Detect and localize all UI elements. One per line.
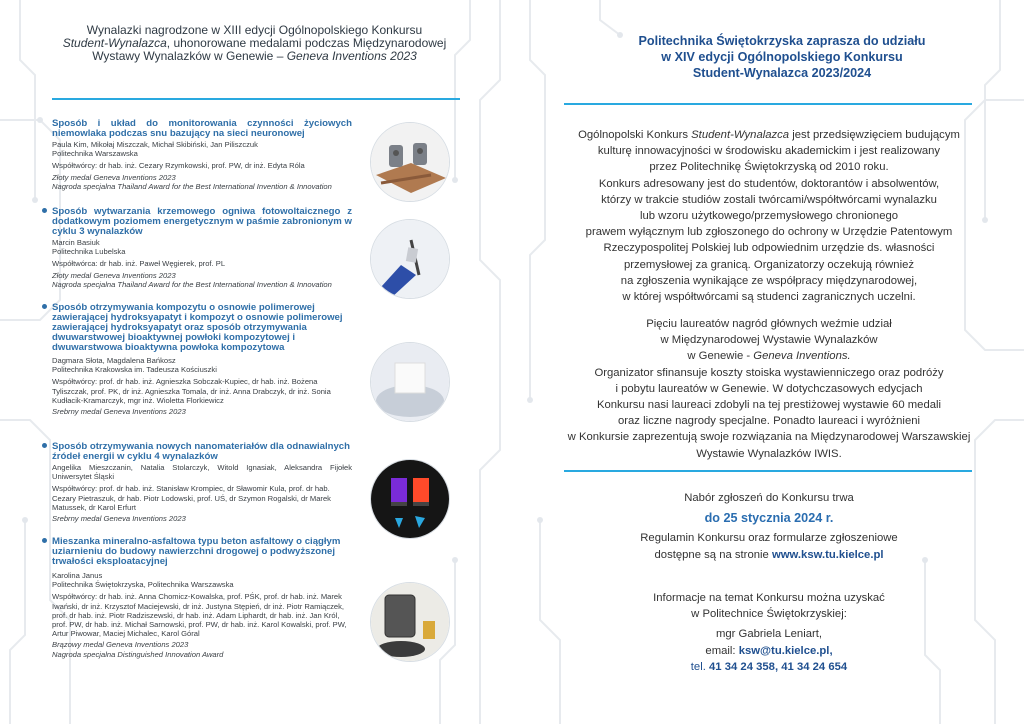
text-line: na zgłoszenia wynikające ze współpracy międzynarodowej, <box>620 274 918 287</box>
entry-title: Sposób i układ do monitorowania czynności życiowych niemowlaka podczas snu bazujący na sieci neuronowej <box>52 118 352 139</box>
bullet-icon <box>42 208 47 213</box>
geneva-paragraph <box>554 316 984 462</box>
text-line: Organizator sfinansuje koszty stoiska wystawienniczego oraz podróży <box>594 366 944 379</box>
entry-institution: Politechnika Krakowska im. Tadeusza Kościuszki <box>52 365 217 375</box>
email-link[interactable]: ksw@tu.kielce.pl, <box>738 644 833 657</box>
entry-award: Złoty medal Geneva Inventions 2023 <box>52 270 176 280</box>
intro-line-2: , uhonorowane medalami podczas Międzynarodowej <box>166 36 447 50</box>
entry-institution: Politechnika Lubelska <box>52 247 126 257</box>
bullet-icon <box>42 304 47 309</box>
text-line: w Konkursie zaprezentują swoje rozwiązania na Międzynarodowej Warszawskiej <box>567 431 971 444</box>
deadline-date: do 25 stycznia 2024 r. <box>704 511 834 526</box>
text-line: lub wzoru użytkowego/przemysłowego chronionego <box>639 210 899 223</box>
intro-line-2-italic: Student-Wynalazca <box>62 36 167 50</box>
text-italic: Student-Wynalazca <box>691 129 790 141</box>
photo-asphalt-mix <box>370 582 450 662</box>
entry-authors: Karolina Janus <box>52 571 103 580</box>
entry-cocreators: Współtwórcy: dr hab. inż. Cezary Rzymkowski, prof. PW, dr inż. Edyta Róla <box>52 161 305 171</box>
regulamin-text: dostępne są na stronie <box>654 548 772 561</box>
text-line: oraz liczne nagrody specjalne. Ponadto laureaci i wyróżnieni <box>617 415 921 428</box>
divider <box>52 98 460 100</box>
photo-solar-cell <box>370 219 450 299</box>
text-line: prawem wyłącznym lub zgłoszonego do ochrony w Urzędzie Patentowym <box>585 226 953 239</box>
invention-entry <box>52 119 352 191</box>
invention-entry <box>52 207 352 289</box>
text-italic: Geneva Inventions. <box>753 350 851 363</box>
entry-award: Nagroda specjalna Distinguished Innovation Award <box>52 649 224 659</box>
text-line: przemysłowej za granicą. Organizatorzy oczekują również <box>623 258 915 271</box>
entry-authors: Angelika Mieszczanin, Natalia Stolarczyk, Witold Ignasiak, Aleksandra Fijołek Uniwersytet Śląski <box>52 463 352 482</box>
contact-section <box>554 590 984 675</box>
divider <box>564 470 972 472</box>
bullet-icon <box>42 538 47 543</box>
phone-numbers: 41 34 24 358, 41 34 24 654 <box>709 660 848 673</box>
entry-title <box>52 303 352 353</box>
entry-title-text: Sposób otrzymywania kompozytu o osnowie polimerowej zawierającej hydroksyapatyt i kompozyt o osnowie polimerowej zawierającej hydroksyapatyt oraz sposób otrzymywania dwuwarstwowej bioaktywnej powłoki kompozytowej i dwuwarstwowa bioaktywna powłoka kompozytowa <box>52 302 343 353</box>
tel-label: tel. <box>690 660 709 673</box>
email-label: email: <box>705 644 739 657</box>
title-line: w XIV edycji Ogólnopolskiego Konkursu <box>661 50 903 64</box>
regulamin-text: Regulamin Konkursu oraz formularze zgłoszeniowe <box>640 532 898 545</box>
photo-composite-coating <box>370 342 450 422</box>
text-line: i pobytu laureatów w Genewie. W dotychczasowych edycjach <box>615 382 923 395</box>
entry-award: Brązowy medal Geneva Inventions 2023 <box>52 640 189 650</box>
invention-entry <box>52 303 352 416</box>
text-line: Rzeczypospolitej Polskiej lub odpowiednim urzędzie ds. własności <box>603 242 935 255</box>
right-title <box>612 33 952 81</box>
about-paragraph <box>554 127 984 305</box>
entry-title <box>52 207 352 237</box>
entry-award: Nagroda specjalna Thailand Award for the Best International Invention & Innovation <box>52 181 332 191</box>
photo-nanomaterials <box>370 459 450 539</box>
invention-entry <box>52 442 352 523</box>
text: Ogólnopolski Konkurs <box>578 129 692 141</box>
text: jest przedsięwzięciem budującym <box>789 129 960 141</box>
text-line: Wystawie Wynalazków IWIS. <box>696 447 842 460</box>
entry-cocreators: Współtwórca: dr hab. inż. Paweł Węgierek, prof. PL <box>52 259 226 269</box>
website-link[interactable]: www.ksw.tu.kielce.pl <box>771 548 884 561</box>
entry-title <box>52 442 352 462</box>
deadline-section <box>554 490 984 563</box>
text-line: kulturę innowacyjności w środowisku akademickim i jest realizowany <box>597 145 941 158</box>
bullet-icon <box>42 443 47 448</box>
intro-line-3: Wystawy Wynalazków w Genewie – <box>92 49 287 63</box>
intro-text <box>52 24 457 63</box>
entry-title-text: Sposób wytwarzania krzemowego ogniwa fotowoltaicznego z dodatkowym poziomem energetycznym w paśmie zabronionym w cyklu 3 wynalazków <box>52 206 352 237</box>
entry-title-text: Mieszanka mineralno-asfaltowa typu beton asfaltowy o ciągłym uziarnieniu do budowy nawierzchni drogowej o podwyższonej trwałości eksploatacyjnej <box>52 536 341 567</box>
text-line: Konkursu nasi laureaci zdobyli na tej prestiżowej wystawie 60 medali <box>596 399 942 412</box>
intro-line-3-italic: Geneva Inventions 2023 <box>286 49 417 63</box>
contact-name: mgr Gabriela Leniart, <box>715 628 823 641</box>
entry-cocreators: Współtwórcy: prof. dr hab. inż. Agnieszka Sobczak-Kupiec, dr hab. inż. Bożena Tyliszczak, prof. PK, dr inż. Agnieszka Tomala, dr inż. Anna Drabczyk, dr inż. Sonia Kudłacik-Kramarczyk, mgr inż. Wioletta Florkiewicz <box>52 377 331 405</box>
text-line: Pięciu laureatów nagród głównych weźmie udział <box>646 318 892 330</box>
invention-entry <box>52 537 352 659</box>
title-line: Student-Wynalazca 2023/2024 <box>692 66 872 80</box>
entry-award: Złoty medal Geneva Inventions 2023 <box>52 172 176 182</box>
entry-cocreators: Współtwórcy: dr hab. inż. Anna Chomicz-Kowalska, prof. PŚK, prof. dr hab. inż. Marek Iwański, dr inż. Krzysztof Maciejewski, dr inż. Justyna Stępień, dr inż. Piotr Ramiączek, prof. dr hab. inż. Piotr Radziszewski, dr hab. inż. Adam Liphardt, dr hab. inż. Jan Król, prof. PW, dr hab. inż. Michał Sarnowski, prof. PW, dr hab. inż. Karol Kowalski, prof. PW, Artur Piwowar, Maciej Michalec, Karol Góral <box>52 592 347 639</box>
nabor-text: Nabór zgłoszeń do Konkursu trwa <box>684 492 854 504</box>
entry-cocreators: Współtwórcy: prof. dr hab. inż. Stanisław Krompiec, dr Sławomir Kula, prof. dr hab. Cezary Pietraszuk, dr hab. Piotr Lodowski, prof. UŚ, dr Szymon Rogalski, dr Marek Matussek, dr Karol Erfurt <box>52 484 331 512</box>
entry-award: Srebrny medal Geneva Inventions 2023 <box>52 514 186 524</box>
text-line: przez Politechnikę Świętokrzyską od 2010 roku. <box>649 161 889 174</box>
entry-award: Srebrny medal Geneva Inventions 2023 <box>52 407 186 417</box>
entry-title <box>52 537 352 567</box>
entry-institution: Politechnika Świętokrzyska, Politechnika Warszawska <box>52 580 234 590</box>
text: w Genewie - <box>687 350 754 363</box>
text-line: w której współtwórcami są studenci zagranicznych uczelni. <box>622 291 916 304</box>
info-text: w Politechnice Świętokrzyskiej: <box>691 608 847 621</box>
text-line: Konkurs adresowany jest do studentów, doktorantów i absolwentów, <box>598 177 940 190</box>
entry-authors: Marcin Basiuk <box>52 238 100 247</box>
entry-authors: Dagmara Słota, Magdalena Bańkosz <box>52 356 176 365</box>
divider <box>564 103 972 105</box>
right-panel <box>512 0 1024 724</box>
entry-authors: Paula Kim, Mikołaj Miszczak, Michał Skibiński, Jan Piliszczuk <box>52 140 258 149</box>
text-line: którzy w trakcie studiów zostali twórcami/współtwórcami wynalazku <box>601 193 937 206</box>
info-text: Informacje na temat Konkursu można uzyskać <box>653 592 885 604</box>
entry-institution: Politechnika Warszawska <box>52 149 138 159</box>
text-line: w Międzynarodowej Wystawie Wynalazków <box>660 334 878 347</box>
title-line: Politechnika Świętokrzyska zaprasza do udziału <box>638 34 926 48</box>
entry-title-text: Sposób otrzymywania nowych nanomateriałów dla odnawialnych źródeł energii w cyklu 4 wynalazków <box>52 441 350 462</box>
intro-line-1: Wynalazki nagrodzone w XIII edycji Ogólnopolskiego Konkursu <box>86 23 423 37</box>
photo-baby-monitor <box>370 122 450 202</box>
entry-award: Nagroda specjalna Thailand Award for the Best International Invention & Innovation <box>52 279 332 289</box>
